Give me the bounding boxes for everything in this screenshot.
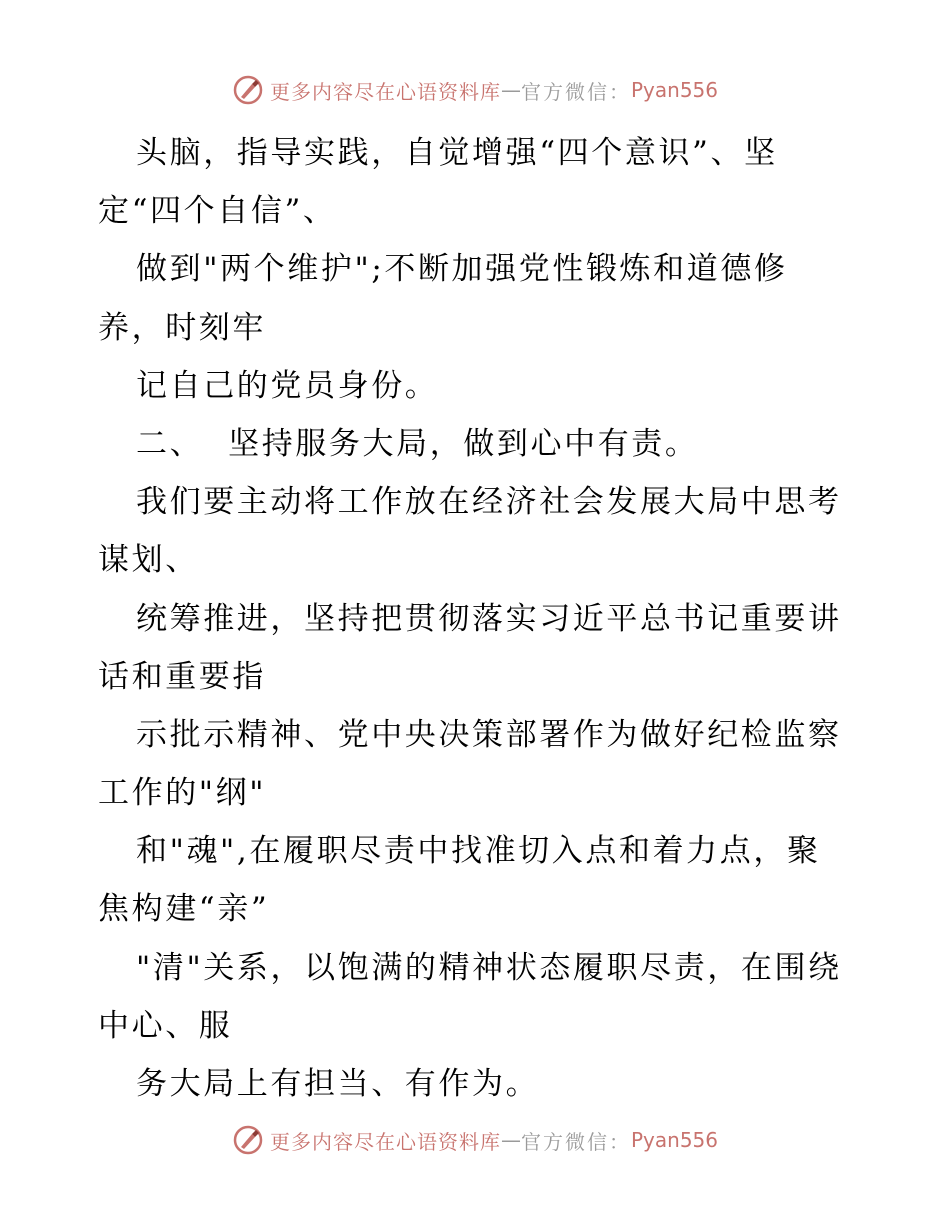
header-brand-text: 更多内容尽在心语资料库 (269, 79, 501, 104)
body-line: 示批示精神、党中央决策部署作为做好纪检监察 (136, 716, 842, 753)
pen-logo-icon (232, 1124, 264, 1156)
body-line: 焦构建“亲” (98, 891, 270, 928)
header-wechat-id: Pyan556 (630, 78, 718, 102)
body-line: 中心、服 (98, 1007, 233, 1044)
footer-brand-text: 更多内容尽在心语资料库 (269, 1129, 501, 1154)
pen-logo-icon (232, 74, 264, 106)
body-line: 谋划、 (98, 542, 199, 579)
header-wechat-label: 官方微信： (520, 79, 631, 104)
body-line: 头脑，指导实践，自觉增强“四个意识”、坚 (136, 135, 778, 171)
footer-separator: — (500, 1128, 521, 1152)
body-line: 养，时刻牢 (98, 309, 266, 346)
body-line: 和"魂",在履职尽责中找准切入点和着力点，聚 (136, 833, 821, 870)
section-heading: 二、 坚持服务大局，做到心中有责。 (136, 425, 699, 462)
body-line: "清"关系，以饱满的精神状态履职尽责，在围绕 (136, 949, 842, 986)
body-line: 我们要主动将工作放在经济社会发展大局中思考 (136, 484, 842, 521)
footer-banner (0, 1120, 950, 1160)
header-separator: — (500, 78, 521, 102)
body-line: 话和重要指 (98, 658, 266, 695)
body-line: 工作的"纲" (98, 775, 267, 812)
footer-wechat-label: 官方微信： (520, 1129, 631, 1154)
body-line: 务大局上有担当、有作为。 (136, 1066, 540, 1102)
body-line: 定“四个自信”、 (98, 193, 337, 230)
document-body (98, 124, 878, 1113)
body-line: 记自己的党员身份。 (136, 367, 439, 404)
header-banner (0, 70, 950, 110)
body-line: 做到"两个维护";不断加强党性锻炼和道德修 (136, 251, 788, 288)
body-line: 统筹推进，坚持把贯彻落实习近平总书记重要讲 (136, 600, 842, 637)
footer-wechat-id: Pyan556 (630, 1128, 718, 1152)
